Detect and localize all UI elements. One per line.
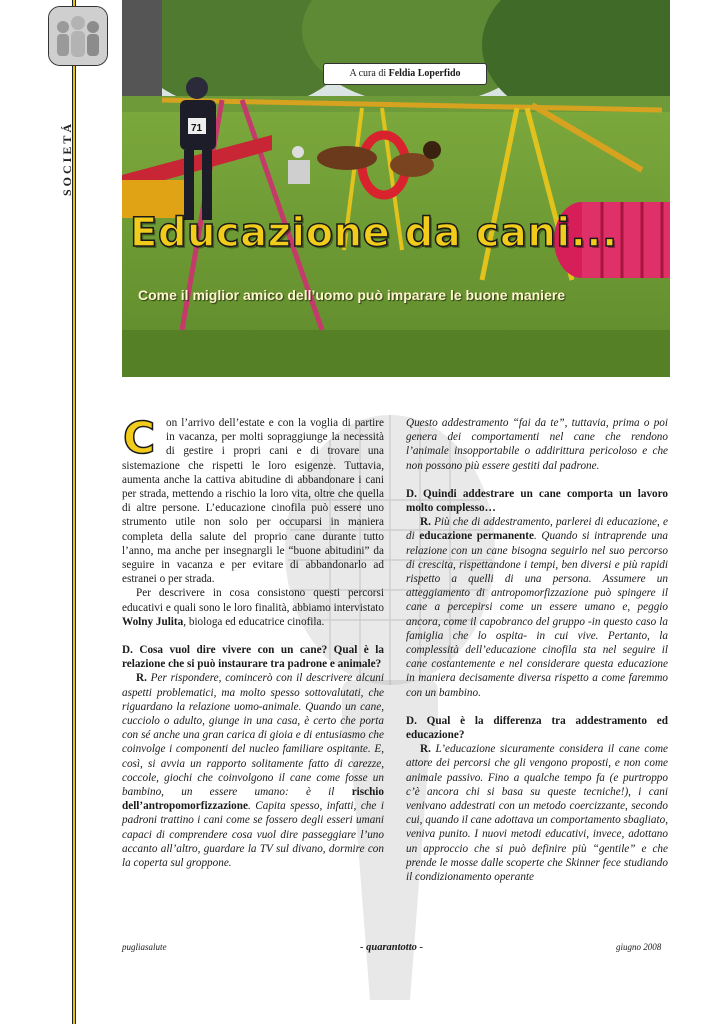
question-3: D. Qual è la differenza tra addestramento ed educazione? (406, 714, 668, 742)
answer-3-text: L’educazione sicuramente considera il cane come attore dei percorsi che gli vengono proposti, e non come animale passivo. Fino a qualche tempo fa (e purtroppo c’è ancora chi si basa su queste tecniche!), i cani venivano addestrati con un metodo coercizzante, secondo cui, quando il cane adottava un comportamento sbagliato, veniva punito. I nuovi metodi educativi, invece, adottano un approccio che si può definire più “gentile” e che prende le mosse dalle scoperte che Skinner fece studiando il condizionamento operante (406, 743, 669, 884)
paragraph-2: Per descrivere in cosa consistono questi percorsi educativi e quali sono le loro finalità, abbiamo intervistato (122, 587, 384, 614)
answer-2-bold: educazione permanente (419, 530, 534, 543)
answer-2-label: R. (420, 516, 431, 529)
intro-paragraph: on l’arrivo dell’estate e con la voglia di partire in vacanza, per molti sopraggiunge la necessità di gestire i propri cani e di trovare una sistemazione che rispetti le loro esigenze. Tuttavia, aumenta anche la cattiva abitudine di abbandonare i cani per strada, mettendo a rischio la loro vita, oltre che quella di altre persone. L’educazione cinofila può essere uno strumento utile non solo per occuparsi in maniera completa della salute del proprio cane durante tutto l’anno, ma anche per insegnargli le “buone abitudini” da seguire in vacanza e per evitare di abbandonarlo ad estranei o per strada. (122, 417, 384, 586)
answer-3-label: R. (420, 743, 431, 756)
paragraph-2-end: , biologa ed educatrice cinofila. (183, 615, 325, 628)
author-prefix: A cura di (349, 68, 387, 79)
continued-paragraph: Questo addestramento “fai da te”, tuttavia, prima o poi genera dei comportamenti nel cane che rendono l’animale insopportabile o addirittura pericoloso e che non possono più essere gestiti dal padrone. (406, 417, 668, 472)
right-column (406, 416, 668, 884)
footer-magazine: pugliasalute (122, 942, 167, 952)
people-group-icon (49, 7, 107, 65)
answer-2-start: Più che di addestramento, parlerei di educazione, e di (406, 516, 668, 543)
interviewee-name: Wolny Julita (122, 615, 184, 628)
article-headline: Educazione da cani... (130, 210, 618, 256)
bib-number: 71 (191, 123, 203, 134)
question-1: D. Cosa vuol dire vivere con un cane? Qual è la relazione che si può instaurare tra padrone e animale? (122, 644, 384, 671)
section-logo (48, 6, 108, 66)
footer-page-number: - quarantotto - (360, 942, 424, 953)
dropcap-text: C (123, 418, 156, 458)
left-column (122, 416, 384, 870)
answer-1-label: R. (136, 672, 147, 685)
section-label: SOCIETÁ (60, 120, 74, 196)
footer-date: giugno 2008 (616, 942, 662, 952)
hero-photo (122, 0, 670, 377)
answer-2-end: . Quando si intraprende una relazione con un cane bisogna seguirlo nel suo percorso di crescita, rispettandone i tempi, ben diversi e più rapidi rispetto a quelli di una persona. Assumere un atteggiamento di antropomorfizzazione può spingere il cane a percepirsi come un essere umano e, peggio ancora, come il capobranco del gruppo -in questo caso la famiglia che lo ospita- in cui vive. Pertanto, la complessità dell’educazione cinofila sta nel seguire il cane costantemente e nel considerare questa educazione in maniera decisamente diversa rispetto a come faremmo con un bambino. (406, 530, 668, 699)
answer-1-text: Per rispondere, comincerò con il descrivere alcuni aspetti problematici, ma molto spesso sottovalutati, che riguardano la relazione uomo-animale. Quando un cane, cucciolo o adulto, giunge in una casa, è certo che porta con sé anche una gran carica di gioia e di entusiasmo che coinvolge i componenti del nucleo familiare ospitante. E, così, si avvia un rapporto solitamente fatto di carezze, coccole, giochi che coinvolgono il cane come fosse un bambino, un essere umano: è il (122, 672, 384, 799)
answer-1-bold: rischio dell’antropomorfizzazione (122, 786, 385, 813)
dropcap-letter (122, 418, 160, 458)
author-credit (323, 63, 487, 85)
answer-1-end: . Capita spesso, infatti, che i padroni trattino i cani come se fossero degli esseri umani capaci di comprendere cosa vuol dire passeggiare l’uno accanto all’altro, guardare la TV sul divano, dormire con la coperta sul groppone. (122, 800, 384, 870)
author-name: Feldia Loperfido (388, 68, 461, 79)
article-subheadline: Come il miglior amico dell’uomo può imparare le buone maniere (138, 287, 566, 303)
question-2: D. Quindi addestrare un cane comporta un lavoro molto complesso… (406, 487, 668, 515)
